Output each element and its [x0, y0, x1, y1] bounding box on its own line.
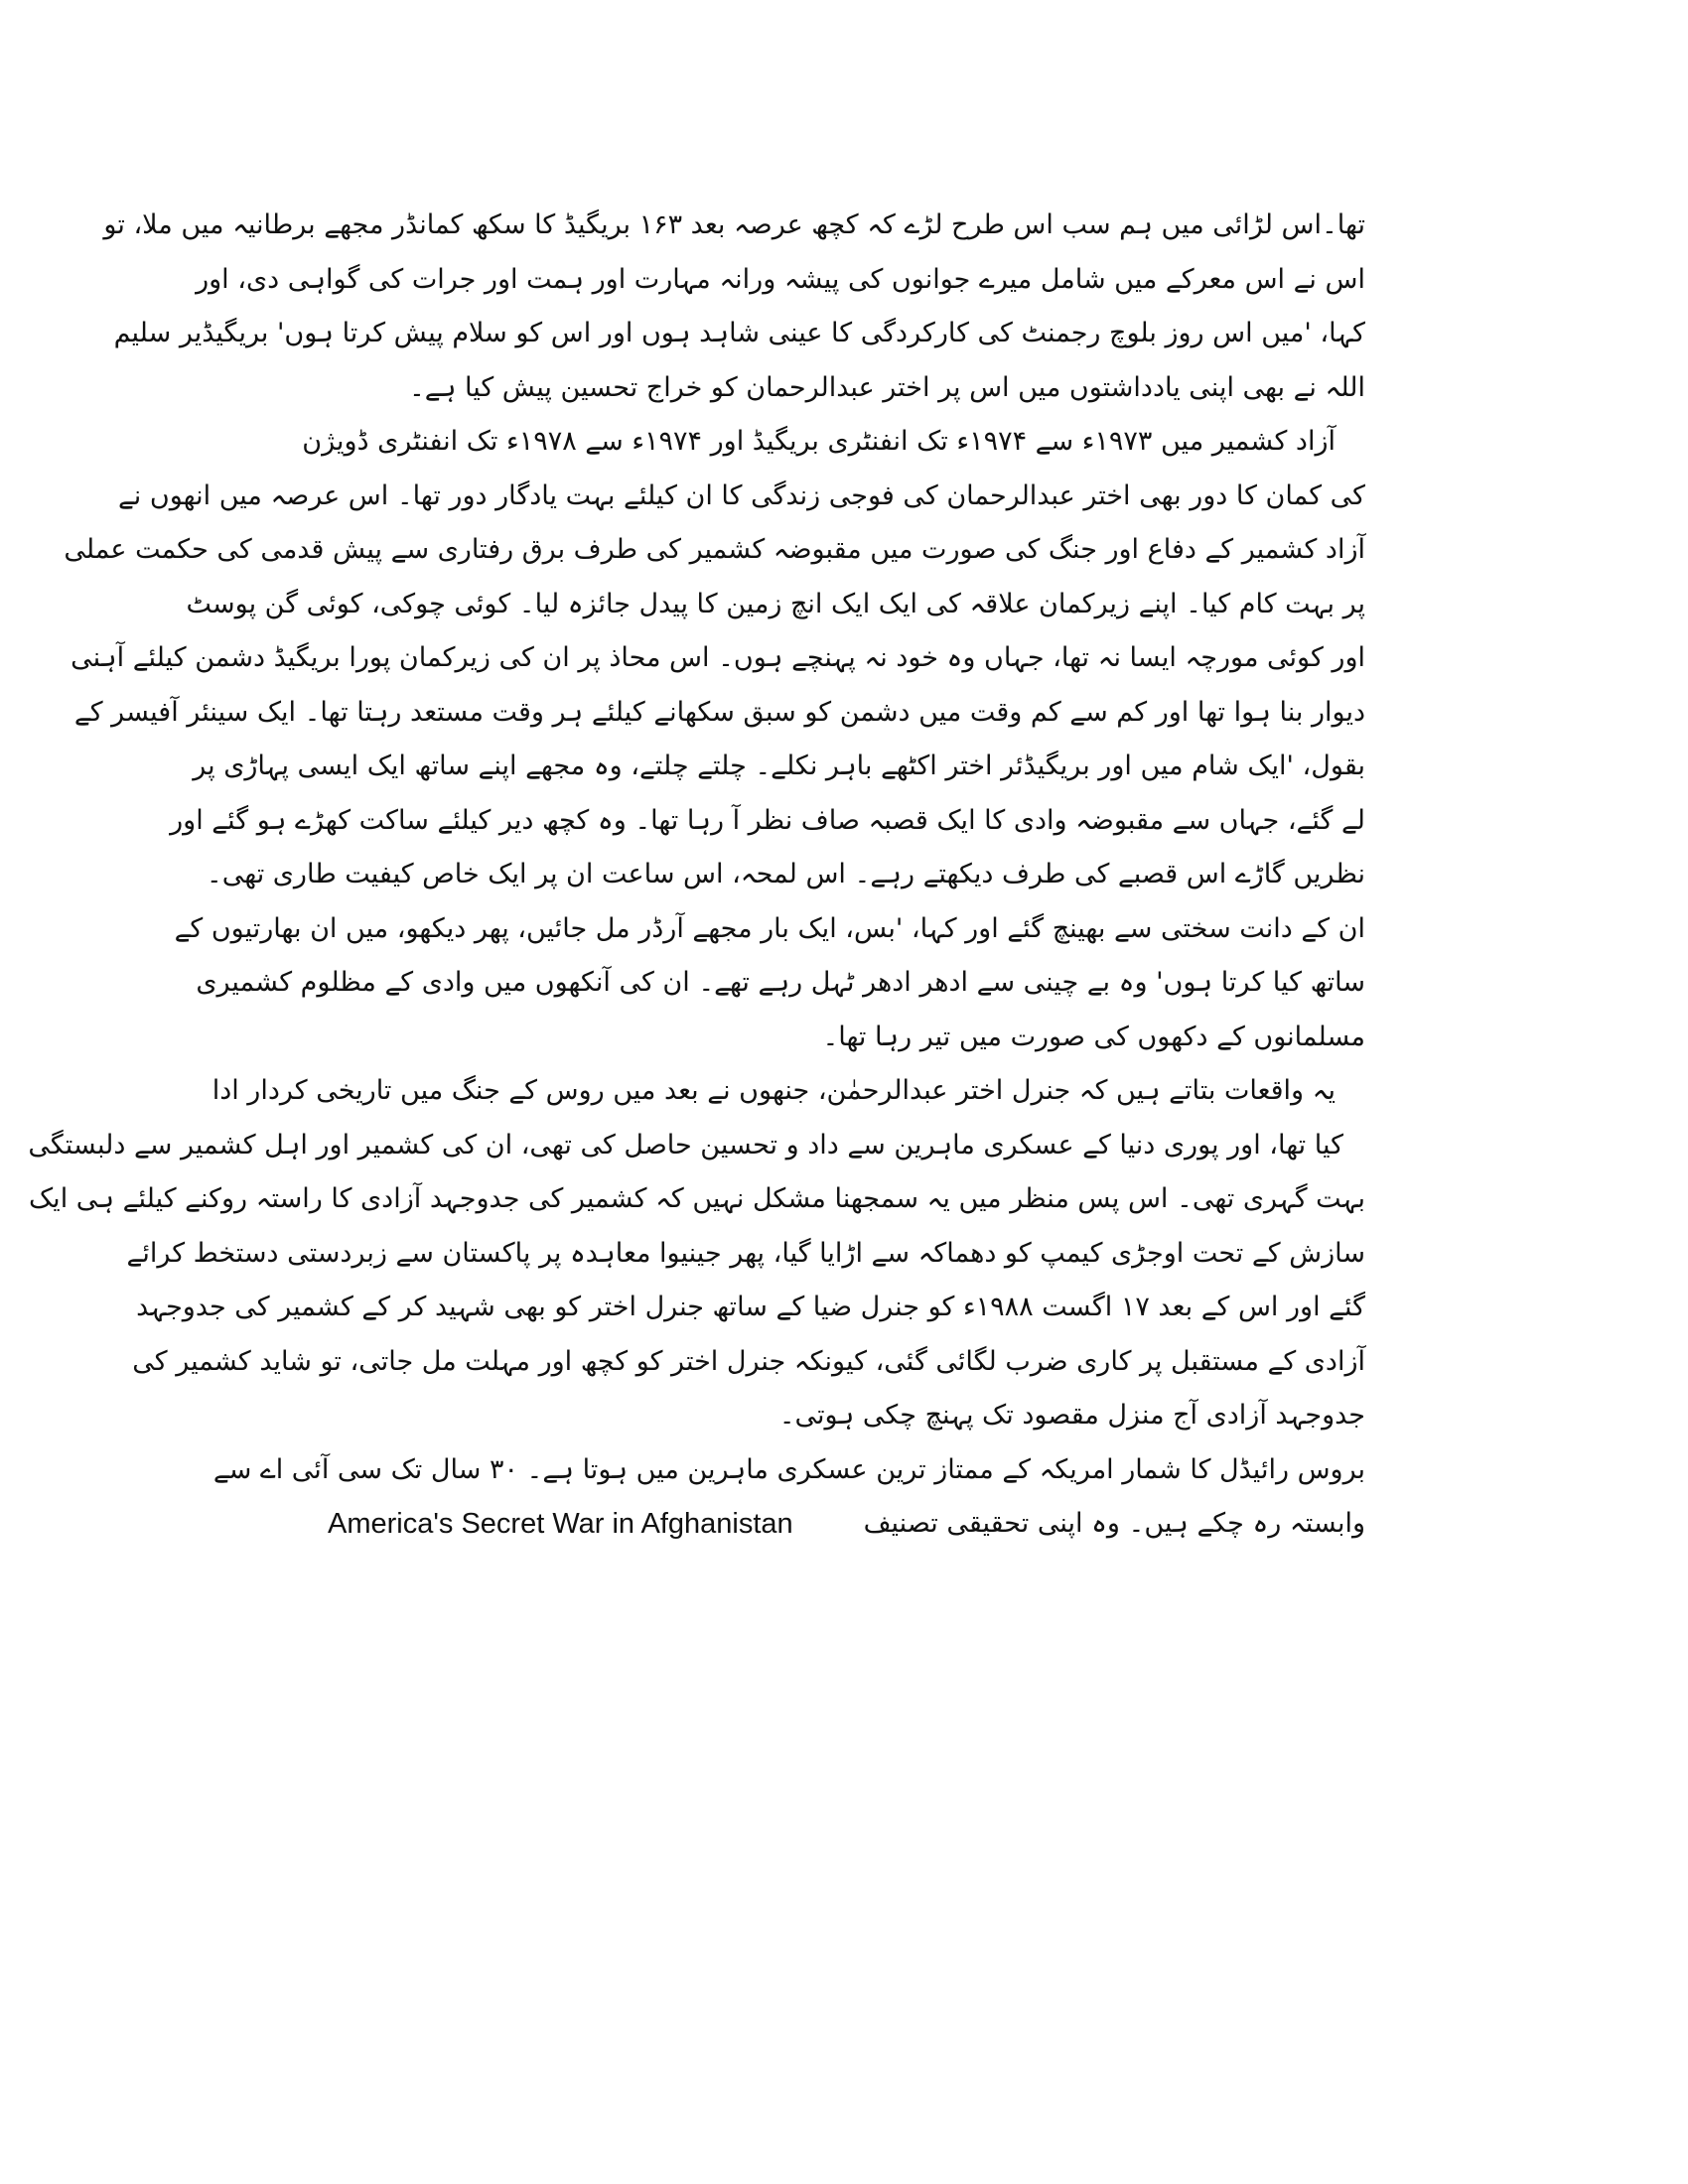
text-line: آزادی کے مستقبل پر کاری ضرب لگائی گئی، کیونکہ جنرل اختر کو کچھ اور مہلت مل جاتی، تو شاید کشمیر کی: [132, 1345, 1365, 1377]
text-line: یہ واقعات بتاتے ہیں کہ جنرل اختر عبدالرحمٰن، جنھوں نے بعد میں روس کے جنگ میں تاریخی کردار ادا: [211, 1075, 1336, 1106]
text-line: ان کے دانت سختی سے بھینچ گئے اور کہا، 'بس، ایک بار مجھے آرڈر مل جائیں، پھر دیکھو، میں ان بھارتیوں کے: [174, 912, 1365, 944]
text-line: اللہ نے بھی اپنی یادداشتوں میں اس پر اختر عبدالرحمان کو خراج تحسین پیش کیا ہے۔: [408, 371, 1365, 403]
text-line: پر بہت کام کیا۔ اپنے زیرکمان علاقہ کی ایک ایک انچ زمین کا پیدل جائزہ لیا۔ کوئی چوکی، کوئی گن پوسٹ: [186, 588, 1365, 619]
text-line: آزاد کشمیر کے دفاع اور جنگ کی صورت میں مقبوضہ کشمیر کی طرف برق رفتاری سے پیش قدمی کی حکمت عملی: [64, 534, 1365, 565]
text-line: آزاد کشمیر میں ۱۹۷۳ء سے ۱۹۷۴ء تک انفنٹری بریگیڈ اور ۱۹۷۴ء سے ۱۹۷۸ء تک انفنٹری ڈویژن: [302, 426, 1336, 457]
text-line: بہت گہری تھی۔ اس پس منظر میں یہ سمجھنا مشکل نہیں کہ کشمیر کی جدوجہد آزادی کا راستہ روکنے کیلئے ہی ایک: [29, 1183, 1365, 1214]
text-line: سازش کے تحت اوجڑی کیمپ کو دھماکہ سے اڑایا گیا، پھر جینیوا معاہدہ پر پاکستان سے زبردستی دستخط کرائے: [126, 1237, 1365, 1269]
text-line: اس نے اس معرکے میں شامل میرے جوانوں کی پیشہ ورانہ مہارت اور ہمت اور جرات کی گواہی دی، اور: [196, 263, 1365, 295]
text-line-with-title: [328, 1497, 1365, 1552]
text-line-urdu: وابستہ رہ چکے ہیں۔ وہ اپنی تحقیقی تصنیف: [863, 1508, 1365, 1539]
text-line: جدوجہد آزادی آج منزل مقصود تک پہنچ چکی ہوتی۔: [778, 1400, 1365, 1431]
paragraph: [212, 1443, 1365, 1552]
text-line: مسلمانوں کے دکھوں کی صورت میں تیر رہا تھا۔: [822, 1021, 1365, 1052]
paragraph: [28, 1064, 1365, 1443]
text-line: لے گئے، جہاں سے مقبوضہ وادی کا ایک قصبہ صاف نظر آ رہا تھا۔ وہ کچھ دیر کیلئے ساکت کھڑے ہو گئے اور: [170, 804, 1365, 836]
text-line: دیوار بنا ہوا تھا اور کم سے کم وقت میں دشمن کو سبق سکھانے کیلئے ہر وقت مستعد رہتا تھا۔ ایک سینئر آفیسر کے: [73, 696, 1365, 728]
text-line: تھا۔اس لڑائی میں ہم سب اس طرح لڑے کہ کچھ عرصہ بعد ۱۶۳ بریگیڈ کا سکھ کمانڈر مجھے برطانیہ میں ملا، تو: [103, 209, 1365, 240]
text-line: نظریں گاڑے اس قصبے کی طرف دیکھتے رہے۔ اس لمحہ، اس ساعت ان پر ایک خاص کیفیت طاری تھی۔: [206, 859, 1365, 889]
text-line: بقول، 'ایک شام میں اور بریگیڈئر اختر اکٹھے باہر نکلے۔ چلتے چلتے، وہ مجھے اپنے ساتھ ایک ایسی پہاڑی پر: [193, 751, 1365, 781]
paragraph: [64, 415, 1365, 1064]
text-line: ساتھ کیا کرتا ہوں' وہ بے چینی سے ادھر ادھر ٹہل رہے تھے۔ ان کی آنکھوں میں وادی کے مظلوم کشمیری: [196, 967, 1365, 998]
body-text: [28, 199, 1365, 1552]
text-line: اور کوئی مورچہ ایسا نہ تھا، جہاں وہ خود نہ پہنچے ہوں۔ اس محاذ پر ان کی زیرکمان پورا بریگیڈ دشمن کیلئے آہنی: [70, 642, 1365, 673]
text-line: کی کمان کا دور بھی اختر عبدالرحمان کی فوجی زندگی کا ان کیلئے بہت یادگار دور تھا۔ اس عرصہ میں انھوں نے: [117, 479, 1365, 511]
paragraph: [103, 199, 1365, 415]
text-line: بروس رائیڈل کا شمار امریکہ کے ممتاز ترین عسکری ماہرین میں ہوتا ہے۔ ۳۰ سال تک سی آئی اے سے: [212, 1453, 1365, 1485]
text-line: کہا، 'میں اس روز بلوچ رجمنٹ کی کارکردگی کا عینی شاہد ہوں اور اس کو سلام پیش کرتا ہوں' بریگیڈیر سلیم: [113, 318, 1365, 348]
text-line: کیا تھا، اور پوری دنیا کے عسکری ماہرین سے داد و تحسین حاصل کی تھی، ان کی کشمیر اور اہل کشمیر سے دلبستگی: [28, 1129, 1343, 1160]
book-title: America's Secret War in Afghanistan: [328, 1508, 793, 1540]
text-line: گئے اور اس کے بعد ۱۷ اگست ۱۹۸۸ء کو جنرل ضیا کے ساتھ جنرل اختر کو بھی شہید کر کے کشمیر کی جدوجہد: [136, 1292, 1365, 1322]
